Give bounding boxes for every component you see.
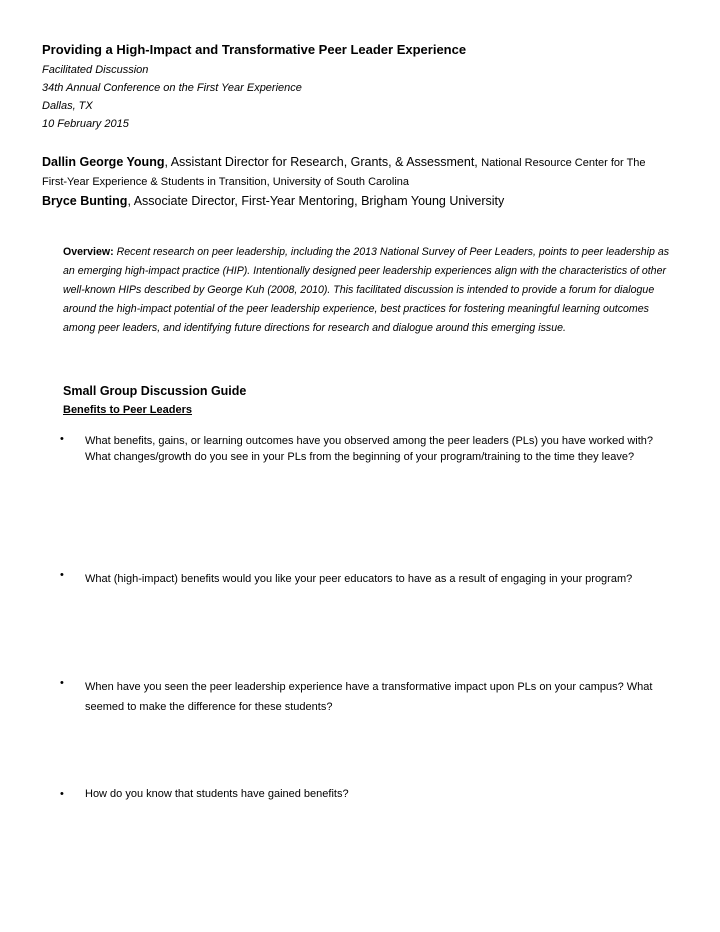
author-1 <box>42 155 646 169</box>
question-text: What benefits, gains, or learning outcomes have you observed among the peer leaders (PLs) you have worked with? What changes/growth do you see in your PLs from the beginning of your program/training to the time they leave? <box>85 435 654 463</box>
document-title: Providing a High-Impact and Transformative Peer Leader Experience <box>42 42 467 57</box>
question-text: What (high-impact) benefits would you like your peer educators to have as a result of engaging in your program? <box>85 573 633 585</box>
author-2 <box>42 194 504 208</box>
benefits-subheading: Benefits to Peer Leaders <box>63 404 192 416</box>
author-1-org-continued: First-Year Experience & Students in Transition, University of South Carolina <box>42 176 410 188</box>
bullet-icon: • <box>60 569 64 581</box>
discussion-guide-heading: Small Group Discussion Guide <box>63 384 247 398</box>
conference-date: 10 February 2015 <box>42 118 129 130</box>
conference-name: 34th Annual Conference on the First Year Experience <box>42 82 302 94</box>
session-type: Facilitated Discussion <box>42 64 149 76</box>
overview-label: Overview: <box>63 246 114 258</box>
overview-text: Recent research on peer leadership, including the 2013 National Survey of Peer Leaders, points to peer leadership as an emerging high-impact practice (HIP). Intentionally designed peer leadership experiences align with the characteristics of other well-known HIPs described by George Kuh (2008, 2010). This facilitated discussion is intended to provide a forum for dialogue around the high-impact potential of the peer leadership experience, best practices for fostering meaningful learning outcomes among peer leaders, and identifying future directions for research and dialogue around this emerging issue. <box>63 246 670 334</box>
author-1-org: National Resource Center for The <box>481 157 646 169</box>
author-1-role: , Assistant Director for Research, Grants, & Assessment, <box>164 155 482 169</box>
author-1-name: Dallin George Young <box>42 155 165 169</box>
question-text: When have you seen the peer leadership experience have a transformative impact upon PLs on your campus? What seemed to make the difference for these students? <box>85 681 653 713</box>
conference-location: Dallas, TX <box>42 100 93 112</box>
author-2-name: Bryce Bunting <box>42 194 128 208</box>
bullet-icon: • <box>60 677 64 689</box>
question-text: How do you know that students have gained benefits? <box>85 788 349 800</box>
overview-paragraph <box>63 243 675 338</box>
author-2-role: , Associate Director, First-Year Mentoring, Brigham Young University <box>127 194 505 208</box>
bullet-icon: • <box>60 433 64 445</box>
bullet-icon: • <box>60 788 64 800</box>
